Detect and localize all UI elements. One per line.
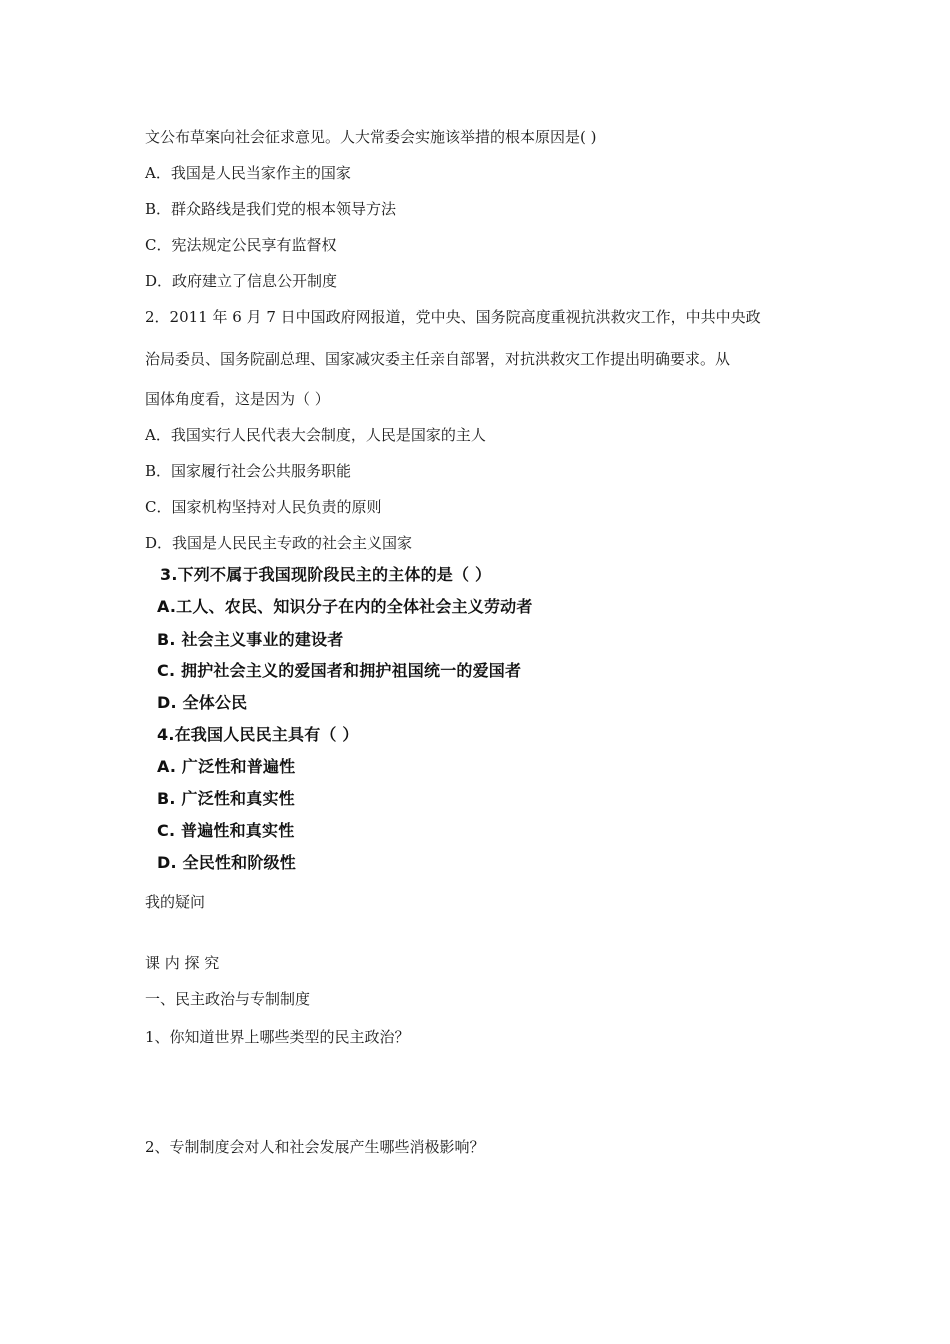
q1-option-d: D．政府建立了信息公开制度 xyxy=(145,272,338,290)
q1-stem-tail: 文公布草案向社会征求意见。人大常委会实施该举措的根本原因是( ) xyxy=(145,128,597,146)
q3-option-c: C. 拥护社会主义的爱国者和拥护祖国统一的爱国者 xyxy=(157,661,522,680)
part1-question-1: 1、你知道世界上哪些类型的民主政治？ xyxy=(145,1028,410,1046)
q2-option-a: A．我国实行人民代表大会制度，人民是国家的主人 xyxy=(145,426,486,444)
q3-option-a: A.工人、农民、知识分子在内的全体社会主义劳动者 xyxy=(157,597,533,616)
q2-stem-line-2: 治局委员、国务院副总理、国家减灾委主任亲自部署，对抗洪救灾工作提出明确要求。从 xyxy=(145,350,731,368)
q3-stem: 3.下列不属于我国现阶段民主的主体的是（ ） xyxy=(160,565,492,584)
q1-option-a: A．我国是人民当家作主的国家 xyxy=(145,164,351,182)
q4-option-d: D. 全民性和阶级性 xyxy=(157,853,296,872)
q2-option-c: C．国家机构坚持对人民负责的原则 xyxy=(145,498,382,516)
q1-option-b: B．群众路线是我们党的根本领导方法 xyxy=(145,200,397,218)
q4-option-a: A. 广泛性和普遍性 xyxy=(157,757,296,776)
q4-option-c: C. 普遍性和真实性 xyxy=(157,821,295,840)
q2-stem-line-3: 国体角度看，这是因为（ ） xyxy=(145,390,330,408)
q3-option-b: B. 社会主义事业的建设者 xyxy=(157,630,344,649)
part1-title: 一、民主政治与专制制度 xyxy=(145,990,311,1008)
q4-option-b: B. 广泛性和真实性 xyxy=(157,789,295,808)
q3-option-d: D. 全体公民 xyxy=(157,693,248,712)
q4-stem: 4.在我国人民民主具有（ ） xyxy=(157,725,359,744)
section-title: 课 内 探 究 xyxy=(145,954,220,972)
q2-stem-line-1: 2．2011 年 6 月 7 日中国政府网报道，党中央、国务院高度重视抗洪救灾工作，中共中央政 xyxy=(145,308,761,326)
q2-option-d: D．我国是人民民主专政的社会主义国家 xyxy=(145,534,413,552)
part1-question-2: 2、专制制度会对人和社会发展产生哪些消极影响？ xyxy=(145,1138,485,1156)
q2-option-b: B．国家履行社会公共服务职能 xyxy=(145,462,352,480)
my-questions-label: 我的疑问 xyxy=(145,893,206,911)
q1-option-c: C．宪法规定公民享有监督权 xyxy=(145,236,337,254)
